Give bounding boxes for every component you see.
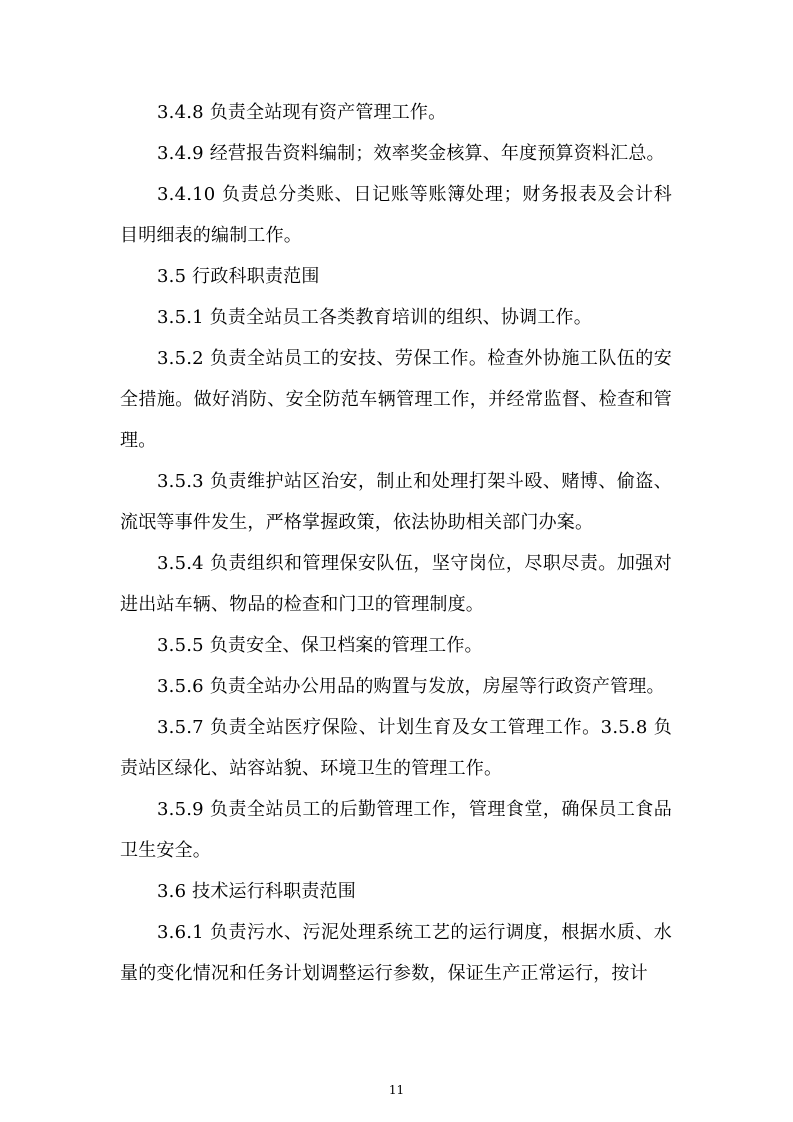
paragraph-3-5-4: 3.5.4 负责组织和管理保安队伍，坚守岗位，尽职尽责。加强对进出站车辆、物品的检查和门卫的管理制度。: [120, 553, 672, 615]
paragraph-3-5-9: 3.5.9 负责全站员工的后勤管理工作，管理食堂，确保员工食品卫生安全。: [120, 799, 672, 861]
paragraph-3-5-7: 3.5.7 负责全站医疗保险、计划生育及女工管理工作。3.5.8 负责站区绿化、站容站貌、环境卫生的管理工作。: [120, 717, 672, 779]
paragraph-3-5-6: 3.5.6 负责全站办公用品的购置与发放，房屋等行政资产管理。: [157, 676, 665, 697]
paragraph-3-5-2: 3.5.2 负责全站员工的安技、劳保工作。检查外协施工队伍的安全措施。做好消防、安全防范车辆管理工作，并经常监督、检查和管理。: [120, 348, 672, 451]
section-heading-3-5: 3.5 行政科职责范围: [157, 266, 320, 287]
paragraph-3-5-3: 3.5.3 负责维护站区治安，制止和处理打架斗殴、赌博、偷盗、流氓等事件发生，严格掌握政策，依法协助相关部门办案。: [120, 471, 672, 533]
paragraph-3-5-5: 3.5.5 负责安全、保卫档案的管理工作。: [157, 635, 483, 656]
paragraph-3-4-10: 3.4.10 负责总分类账、日记账等账簿处理；财务报表及会计科目明细表的编制工作。: [120, 184, 672, 246]
section-heading-3-6: 3.6 技术运行科职责范围: [157, 881, 356, 902]
paragraph-3-4-8: 3.4.8 负责全站现有资产管理工作。: [157, 102, 447, 123]
paragraph-3-6-1: 3.6.1 负责污水、污泥处理系统工艺的运行调度，根据水质、水量的变化情况和任务计划调整运行参数，保证生产正常运行，按计: [120, 922, 672, 984]
page-number: 11: [388, 1083, 405, 1097]
paragraph-3-5-1: 3.5.1 负责全站员工各类教育培训的组织、协调工作。: [157, 307, 592, 328]
document-body: [120, 92, 672, 994]
paragraph-3-4-9: 3.4.9 经营报告资料编制；效率奖金核算、年度预算资料汇总。: [157, 143, 665, 164]
